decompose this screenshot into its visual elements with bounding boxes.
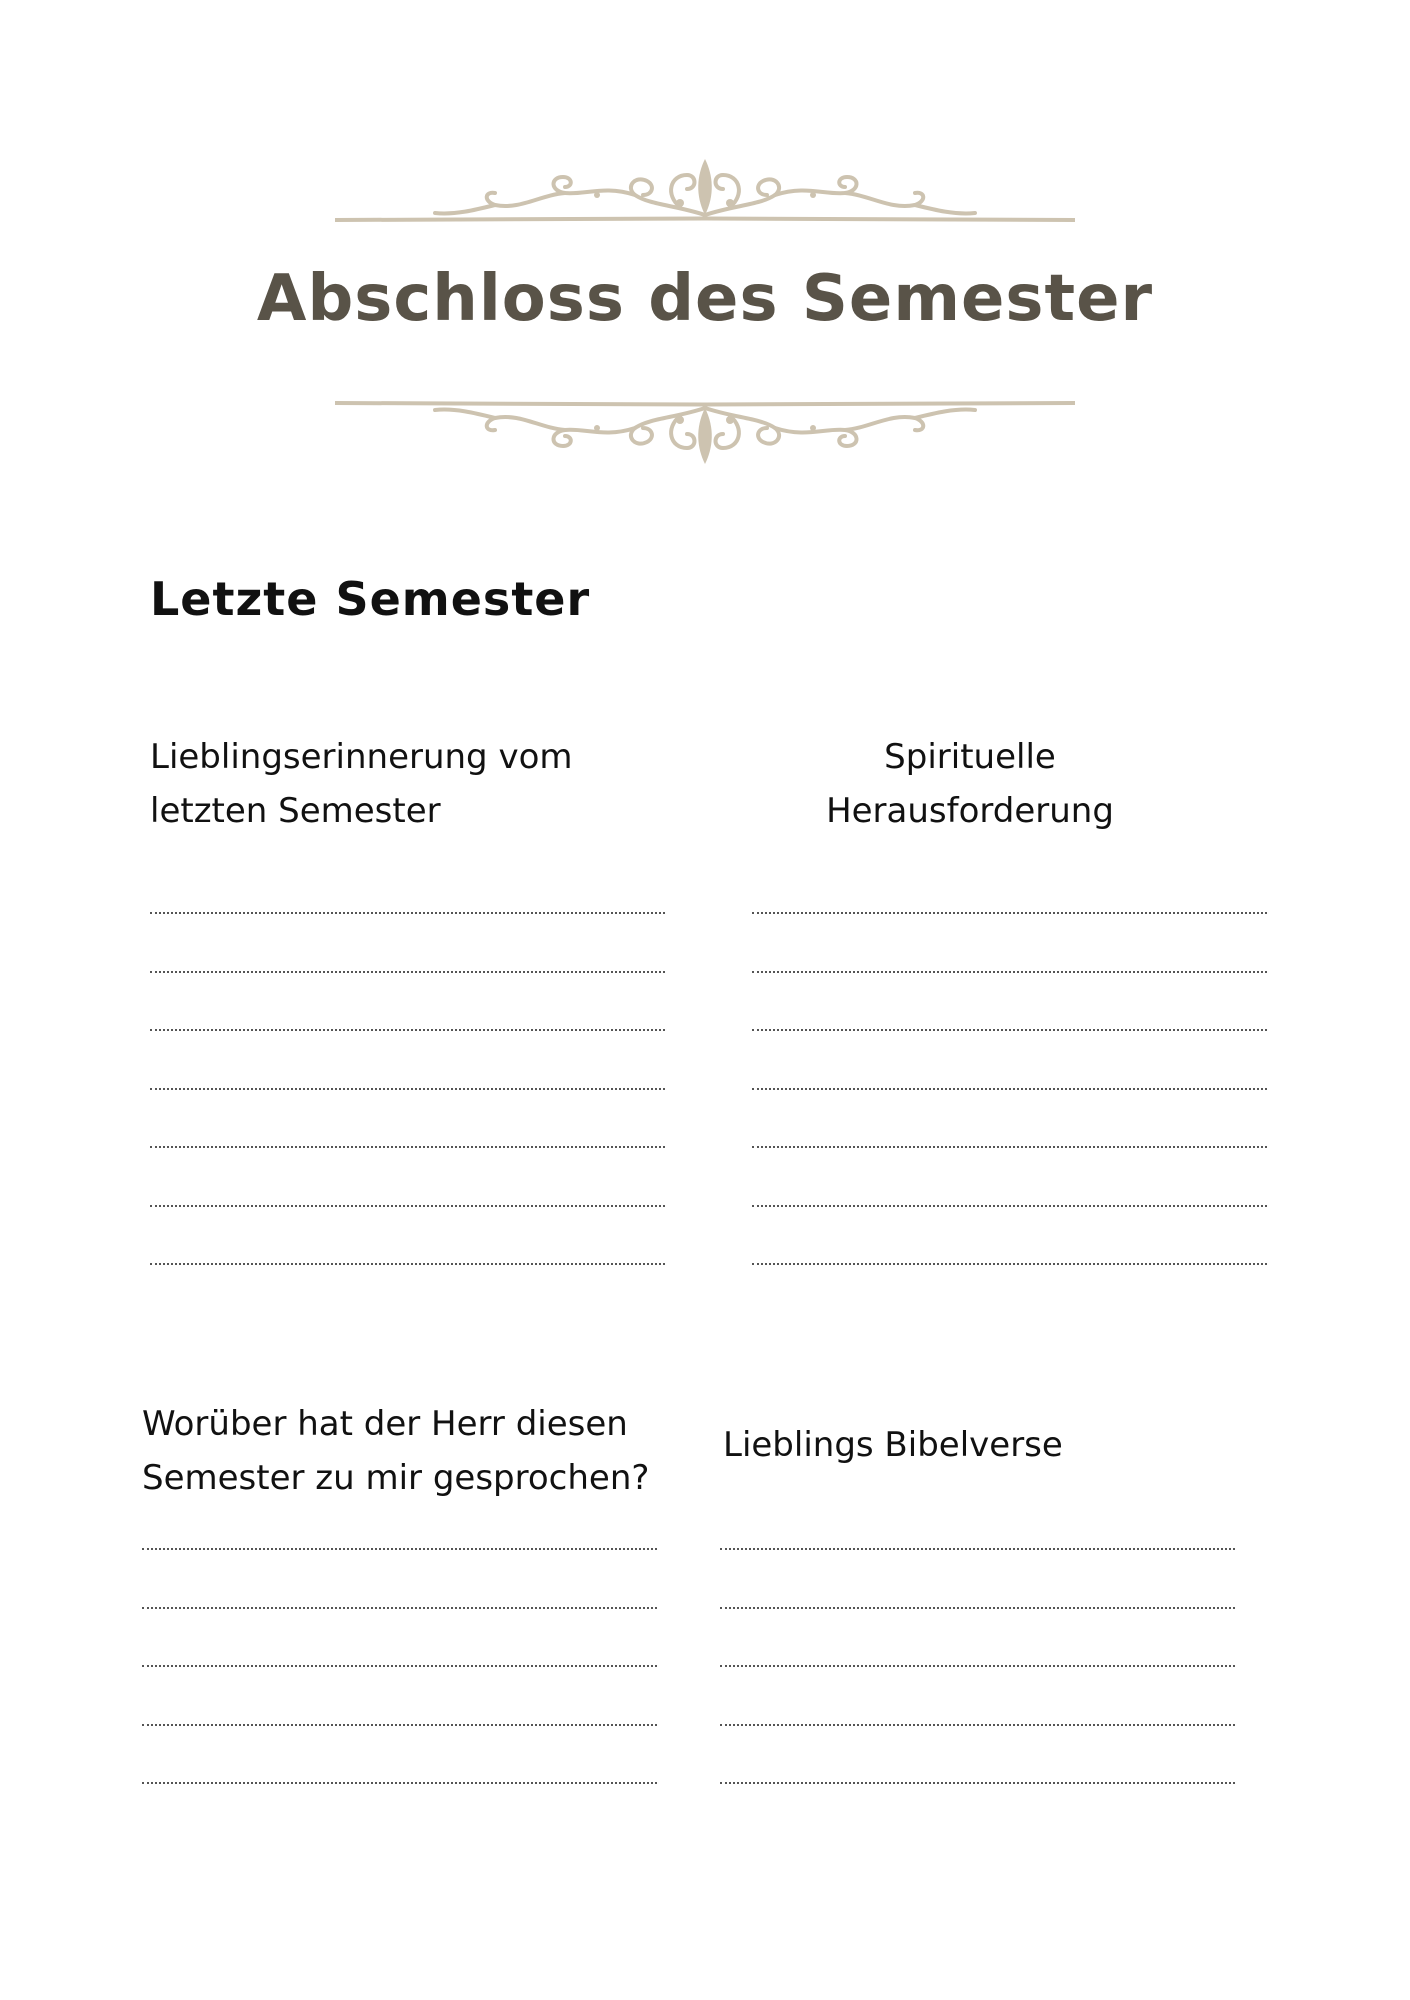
writing-line[interactable] <box>752 1205 1267 1207</box>
writing-lines-favorite-bible-verses[interactable] <box>720 1548 1235 1788</box>
writing-line[interactable] <box>142 1548 657 1550</box>
writing-line[interactable] <box>752 971 1267 973</box>
writing-line[interactable] <box>142 1607 657 1609</box>
prompt-favorite-bible-verses <box>723 1418 1223 1472</box>
writing-line[interactable] <box>142 1782 657 1784</box>
writing-line[interactable] <box>720 1724 1235 1726</box>
writing-lines-lord-spoke[interactable] <box>142 1548 657 1788</box>
writing-line[interactable] <box>150 1205 665 1207</box>
writing-lines-favorite-memory[interactable] <box>150 912 665 1272</box>
writing-line[interactable] <box>752 912 1267 914</box>
writing-line[interactable] <box>752 1029 1267 1031</box>
prompt-favorite-memory <box>150 730 670 838</box>
writing-line[interactable] <box>150 1146 665 1148</box>
writing-line[interactable] <box>720 1548 1235 1550</box>
writing-line[interactable] <box>150 971 665 973</box>
prompt-line: Lieblingserinnerung vom <box>150 737 573 777</box>
prompt-line: Spirituelle <box>884 737 1056 777</box>
page-title: Abschloss des Semester <box>256 262 1154 336</box>
writing-line[interactable] <box>752 1263 1267 1265</box>
prompt-line: Herausforderung <box>826 791 1114 831</box>
prompt-line: Lieblings Bibelverse <box>723 1425 1063 1465</box>
writing-line[interactable] <box>720 1665 1235 1667</box>
flourish-divider-top-icon <box>335 155 1075 225</box>
prompt-line: letzten Semester <box>150 791 441 831</box>
writing-line[interactable] <box>142 1665 657 1667</box>
writing-line[interactable] <box>720 1782 1235 1784</box>
writing-line[interactable] <box>150 912 665 914</box>
writing-line[interactable] <box>720 1607 1235 1609</box>
writing-lines-spiritual-challenge[interactable] <box>752 912 1267 1272</box>
prompt-line: Worüber hat der Herr diesen <box>142 1404 628 1444</box>
writing-line[interactable] <box>752 1146 1267 1148</box>
prompt-spiritual-challenge <box>750 730 1190 838</box>
writing-line[interactable] <box>142 1724 657 1726</box>
prompt-lord-spoke <box>142 1397 702 1505</box>
writing-line[interactable] <box>150 1088 665 1090</box>
writing-line[interactable] <box>752 1088 1267 1090</box>
section-title: Letzte Semester <box>150 572 591 626</box>
prompt-line: Semester zu mir gesprochen? <box>142 1458 650 1498</box>
writing-line[interactable] <box>150 1029 665 1031</box>
writing-line[interactable] <box>150 1263 665 1265</box>
flourish-divider-bottom-icon <box>335 398 1075 468</box>
